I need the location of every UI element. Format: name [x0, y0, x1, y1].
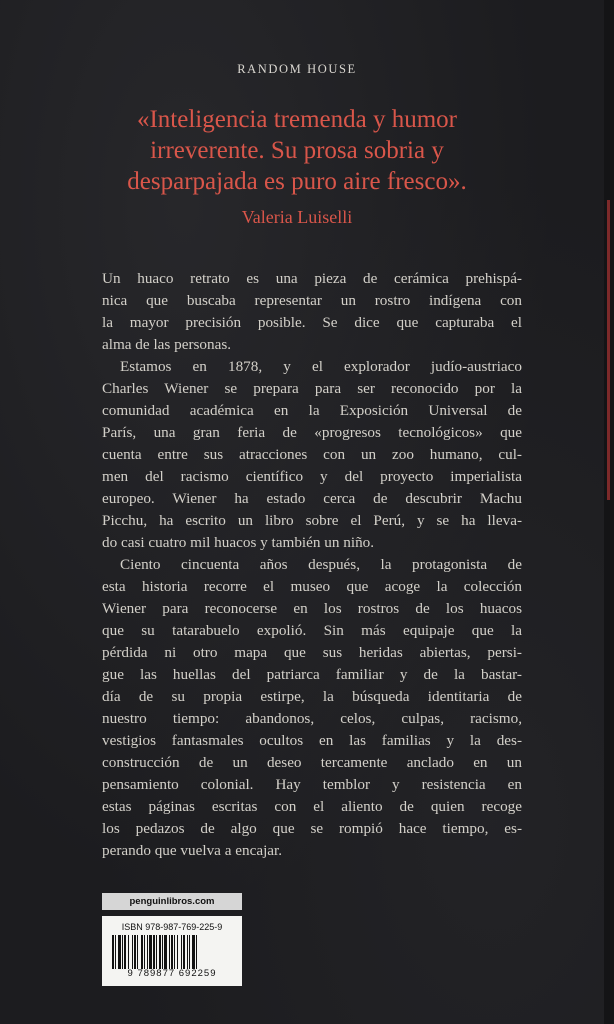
barcode-bar — [174, 935, 175, 969]
barcode-bar — [134, 935, 136, 969]
spine-edge — [604, 0, 614, 1024]
synopsis-line: comunidad académica en la Exposición Universal de — [102, 402, 522, 419]
synopsis-line: Picchu, ha escrito un libro sobre el Perú, y se ha lleva- — [102, 512, 522, 529]
synopsis-line: día de su propia estirpe, la búsqueda identitaria de — [102, 688, 522, 705]
barcode-bar — [141, 935, 143, 969]
barcode-digits: 9 789877 692259 — [127, 968, 217, 979]
synopsis-line: construcción de un deseo tercamente anclado en un — [102, 754, 522, 771]
synopsis-line: pensamiento colonial. Hay temblor y resistencia en — [102, 776, 522, 793]
blurb-author: Valeria Luiselli — [241, 207, 353, 227]
synopsis-line: estas páginas escritas con el aliento de quien recoge — [102, 798, 522, 815]
barcode-bar — [144, 935, 145, 969]
synopsis-line: alma de las personas. — [102, 336, 232, 353]
barcode-bar — [132, 935, 133, 969]
barcode-bar — [159, 935, 161, 969]
barcode-bar — [164, 935, 167, 969]
synopsis-line: nuestro tiempo: abandonos, celos, culpas, racismo, — [102, 710, 522, 727]
synopsis-line: que su tatarabuelo expolió. Sin más equipaje que la — [102, 622, 522, 639]
synopsis — [102, 268, 522, 862]
barcode-bar — [187, 935, 188, 969]
synopsis-line: nica que buscaba representar un rostro indígena con — [102, 292, 522, 309]
barcode-bar — [192, 935, 195, 969]
barcode-bar — [177, 935, 178, 969]
synopsis-line: Ciento cincuenta años después, la protagonista de — [120, 556, 522, 573]
blurb-line: desparpajada es puro aire fresco». — [127, 168, 467, 195]
isbn-number: ISBN 978-987-769-225-9 — [121, 922, 223, 932]
barcode-bar — [118, 935, 121, 969]
barcode-bar — [124, 935, 126, 969]
barcode-bar — [171, 935, 173, 969]
barcode-bar — [196, 935, 197, 969]
barcode-bar — [115, 935, 116, 969]
synopsis-line: Un huaco retrato es una pieza de cerámica prehispá- — [102, 270, 522, 287]
synopsis-line: cuenta entre sus atracciones con un zoo humano, cul- — [102, 446, 522, 463]
synopsis-line: los pedazos de algo que se rompió hace tiempo, es- — [102, 820, 522, 837]
barcode-bars — [110, 935, 234, 969]
barcode-bar — [162, 935, 163, 969]
barcode-bar — [149, 935, 152, 969]
barcode-bar — [112, 935, 114, 969]
synopsis-line: París, una gran feria de «progresos tecnológicos» que — [102, 424, 522, 441]
synopsis-line: pérdida ni otro mapa que sus heridas abiertas, persi- — [102, 644, 522, 661]
synopsis-line: europeo. Wiener ha estado cerca de descubrir Machu — [102, 490, 522, 507]
blurb-quote — [60, 104, 534, 197]
synopsis-line: gue las huellas del patriarca familiar y de la bastar- — [102, 666, 522, 683]
barcode-bar — [122, 935, 123, 969]
synopsis-line: esta historia recorre el museo que acoge la colección — [102, 578, 522, 595]
synopsis-line: la mayor precisión posible. Se dice que capturaba el — [102, 314, 522, 331]
barcode-bar — [153, 935, 155, 969]
publisher-website: penguinlibros.com — [102, 893, 242, 910]
synopsis-line: perando que vuelva a encajar. — [102, 842, 283, 859]
barcode-bar — [137, 935, 138, 969]
barcode-bar — [169, 935, 170, 969]
barcode-bar — [181, 935, 182, 969]
synopsis-line: Estamos en 1878, y el explorador judío-austriaco — [120, 358, 522, 375]
synopsis-line: men del racismo científico y del proyecto imperialista — [102, 468, 522, 485]
synopsis-line: vestigios fantasmales ocultos en las familias y la des- — [102, 732, 522, 749]
barcode-bar — [156, 935, 157, 969]
synopsis-line: Wiener para reconocerse en los rostros de los huacos — [102, 600, 522, 617]
spine-red-stripe — [607, 200, 610, 500]
synopsis-line: do casi cuatro mil huacos y también un niño. — [102, 534, 375, 551]
barcode-bar — [128, 935, 129, 969]
barcode-label — [102, 916, 242, 986]
barcode-bar — [189, 935, 190, 969]
synopsis-line: Charles Wiener se prepara para ser reconocido por la — [102, 380, 522, 397]
barcode-bar — [147, 935, 148, 969]
blurb-line: irreverente. Su prosa sobria y — [150, 137, 444, 164]
barcode-bar — [183, 935, 185, 969]
blurb-line: «Inteligencia tremenda y humor — [136, 106, 458, 133]
publisher-name: RANDOM HOUSE — [237, 62, 357, 76]
